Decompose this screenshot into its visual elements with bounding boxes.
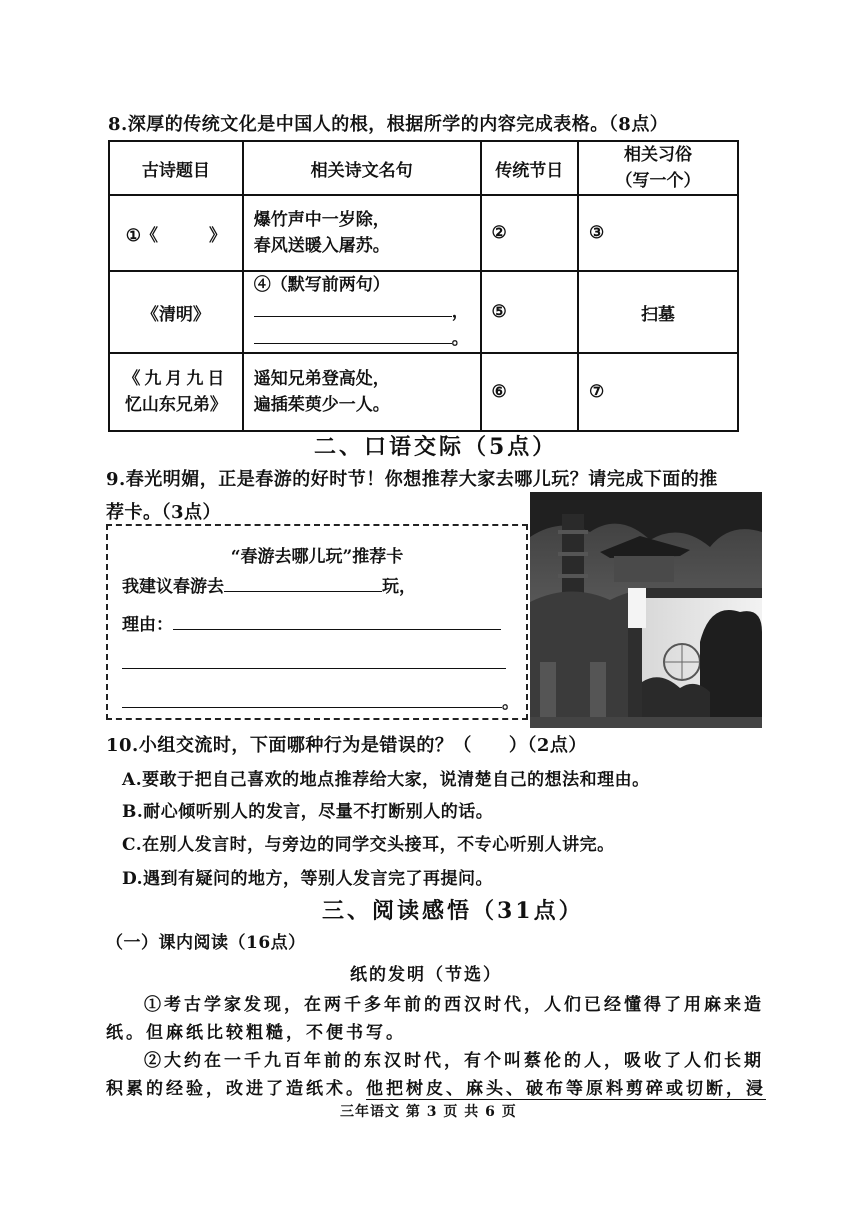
paragraph2-line1: ②大约在一千九百年前的东汉时代，有个叫蔡伦的人，吸收了人们长期 xyxy=(144,1051,764,1071)
header-festival: 传统节日 xyxy=(481,141,578,195)
comma-mark: ， xyxy=(451,302,469,322)
header-poem-title: 古诗题目 xyxy=(109,141,243,195)
period-mark: 。 xyxy=(451,329,469,349)
row1-custom: ③ xyxy=(578,195,738,271)
table-row xyxy=(109,353,738,431)
poem-table xyxy=(108,140,739,432)
recommendation-card xyxy=(106,524,528,720)
answer-line xyxy=(254,325,452,344)
card-suggest-row xyxy=(122,572,416,597)
row3-festival: ⑥ xyxy=(481,353,578,431)
q9-line1: 9.春光明媚，正是春游的好时节！你想推荐大家去哪儿玩？请完成下面的推 xyxy=(106,469,718,490)
row1-line1: 爆竹声中一岁除， xyxy=(253,210,390,230)
row3-custom: ⑦ xyxy=(578,353,738,431)
paragraph1-line1: ①考古学家发现，在两千多年前的西汉时代，人们已经懂得了用麻来造 xyxy=(144,995,764,1015)
q10-option-d[interactable]: D.遇到有疑问的地方，等别人发言完了再提问。 xyxy=(122,869,494,889)
article-title: 纸的发明（节选） xyxy=(350,965,502,985)
row3-lines xyxy=(243,353,481,431)
row2-lines xyxy=(243,271,481,353)
section3-heading: 三、阅读感悟（31点） xyxy=(322,898,584,924)
paragraph2-line2 xyxy=(106,1074,766,1099)
card-end-mark: 。 xyxy=(502,693,519,713)
reading-subtitle: （一）课内阅读（16点） xyxy=(106,933,306,953)
row2-title: 《清明》 xyxy=(109,271,243,353)
spring-outing-photo xyxy=(530,492,762,728)
row3-line2: 遍插茱萸少一人。 xyxy=(253,395,390,415)
card-reason-line2 xyxy=(122,650,506,674)
suggest-suffix: 玩， xyxy=(382,577,416,597)
q10-option-b[interactable]: B.耐心倾听别人的发言，尽量不打断别人的话。 xyxy=(122,802,494,822)
header-custom-label: 相关习俗 xyxy=(623,145,692,165)
q8-title: 8.深厚的传统文化是中国人的根，根据所学的内容完成表格。（8点） xyxy=(108,114,669,135)
row3-line1: 遥知兄弟登高处， xyxy=(253,369,390,389)
reason-label: 理由： xyxy=(122,615,173,635)
paragraph1-line2: 纸。但麻纸比较粗糙，不便书写。 xyxy=(106,1023,406,1043)
row2-custom: 扫墓 xyxy=(578,271,738,353)
q9-line2: 荐卡。（3点） xyxy=(106,502,222,523)
row3-title-line1: 《九月九日 xyxy=(123,369,229,389)
answer-line xyxy=(254,298,452,317)
paragraph2-plain: 积累的经验，改进了造纸术。 xyxy=(106,1079,366,1099)
card-title: “春游去哪儿玩”推荐卡 xyxy=(230,547,404,567)
card-reason-line3 xyxy=(122,688,519,713)
section2-heading: 二、口语交际（5点） xyxy=(314,434,558,460)
reason-answer-line[interactable] xyxy=(122,689,502,708)
q10-option-c[interactable]: C.在别人发言时，与旁边的同学交头接耳，不专心听别人讲完。 xyxy=(122,835,615,855)
q10-option-a[interactable]: A.要敢于把自己喜欢的地点推荐给大家，说清楚自己的想法和理由。 xyxy=(122,770,650,790)
row2-festival: ⑤ xyxy=(481,271,578,353)
paragraph2-underlined: 他把树皮、麻头、破布等原料剪碎或切断，浸 xyxy=(366,1079,766,1099)
table-header-row xyxy=(109,141,738,195)
header-famous-lines: 相关诗文名句 xyxy=(243,141,481,195)
row1-festival: ② xyxy=(481,195,578,271)
table-row xyxy=(109,271,738,353)
q10-title: 10.小组交流时，下面哪种行为是错误的？（ ）（2点） xyxy=(106,735,587,756)
header-custom-note: （写一个） xyxy=(615,171,701,191)
row2-blank2 xyxy=(254,325,470,352)
row1-lines xyxy=(243,195,481,271)
reason-answer-line[interactable] xyxy=(122,650,506,669)
page-footer: 三年语文 第 3 页 共 6 页 xyxy=(340,1104,517,1120)
row1-line2: 春风送暖入屠苏。 xyxy=(253,236,390,256)
table-row xyxy=(109,195,738,271)
place-answer-line[interactable] xyxy=(224,573,382,592)
row1-title: ①《 》 xyxy=(109,195,243,271)
row2-blank1 xyxy=(254,298,470,325)
reason-answer-line[interactable] xyxy=(173,611,501,630)
header-custom xyxy=(578,141,738,195)
row3-title-line2: 忆山东兄弟》 xyxy=(124,395,227,415)
row3-title xyxy=(109,353,243,431)
suggest-prefix: 我建议春游去 xyxy=(122,577,224,597)
card-reason-row xyxy=(122,610,501,635)
row2-instruction: ④（默写前两句） xyxy=(253,275,390,295)
